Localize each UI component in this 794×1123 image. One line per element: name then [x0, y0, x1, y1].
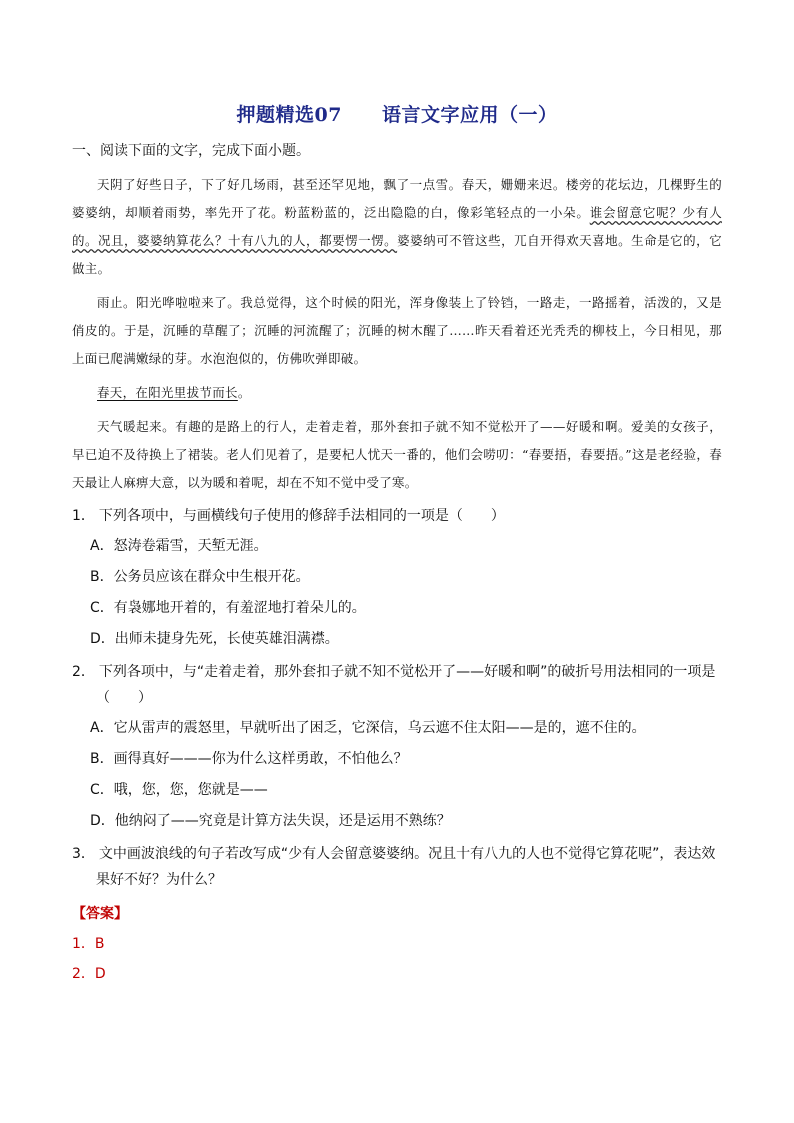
title-right: 语言文字应用（一） [381, 104, 558, 126]
wavy-underlined-sentence: 谁会留意它呢？少有人的。况且，婆婆纳算花么？十有八九的人，都要愣一愣。 [72, 205, 722, 248]
question-2-option-d: D．他纳闷了——究竟是计算方法失误，还是运用不熟练？ [90, 813, 451, 829]
question-text: 文中画波浪线的句子若改写成“少有人会留意婆婆纳。况且十有八九的人也不觉得它算花呢”，表达效 [98, 846, 716, 862]
passage-text: 。 [237, 385, 251, 400]
underlined-sentence: 春天，在阳光里拔节而长 [97, 385, 238, 400]
question-2-option-b: B．画得真好———你为什么这样勇敢，不怕他么？ [90, 751, 408, 767]
title-left: 押题精选07 [236, 104, 342, 126]
question-text: 下列各项中，与“走着走着，那外套扣子就不知不觉松开了——好暖和啊”的破折号用法相同的一项是 [98, 664, 716, 680]
question-1: 1． 下列各项中，与画横线句子使用的修辞手法相同的一项是（ ） [72, 508, 505, 524]
passage-text: 婆婆纳可不管这些，兀自开得欢天喜地。生命是它的，它做主。 [72, 233, 722, 276]
question-1-option-c: C．有袅娜地开着的，有羞涩地打着朵儿的。 [90, 600, 366, 616]
question-text-continued: 果好不好？为什么？ [96, 872, 222, 888]
passage-paragraph-1 [72, 171, 722, 283]
reading-passage [72, 171, 722, 497]
question-2: 2． 下列各项中，与“走着走着，那外套扣子就不知不觉松开了——好暖和啊”的破折号用法相同的一项是 （ ） [72, 659, 722, 711]
section-heading: 一、阅读下面的文字，完成下面小题。 [72, 143, 310, 159]
question-3: 3． 文中画波浪线的句子若改写成“少有人会留意婆婆纳。况且十有八九的人也不觉得它算花呢”，表达效 果好不好？为什么？ [72, 841, 722, 893]
passage-paragraph-4: 天气暖起来。有趣的是路上的行人，走着走着，那外套扣子就不知不觉松开了——好暖和啊。爱美的女孩子，早已迫不及待换上了裙装。老人们见着了，是要杞人忧天一番的，他们会唠叨：“春要捂，春要捂。”这是老经验，春天最让人麻痹大意，以为暖和着呢，却在不知不觉中受了寒。 [72, 419, 722, 490]
question-2-option-a: A．它从雷声的震怒里，早就听出了困乏，它深信，乌云遮不住太阳——是的，遮不住的。 [90, 720, 646, 736]
passage-paragraph-3 [72, 379, 722, 407]
question-text: 下列各项中，与画横线句子使用的修辞手法相同的一项是（ ） [98, 508, 505, 524]
answer-item-1: 1．B [72, 936, 105, 952]
answer-item-2: 2．D [72, 966, 106, 982]
question-1-option-b: B．公务员应该在群众中生根开花。 [90, 569, 310, 585]
answer-label: 【答案】 [72, 906, 128, 922]
question-text-continued: （ ） [96, 690, 152, 706]
passage-paragraph-2: 雨止。阳光哗啦啦来了。我总觉得，这个时候的阳光，浑身像装上了铃铛，一路走，一路摇着，活泼的，又是俏皮的。于是，沉睡的草醒了；沉睡的河流醒了；沉睡的树木醒了……昨天看着还光秃秃的柳枝上，今日相见，那上面已爬满嫩绿的芽。水泡泡似的，仿佛吹弹即破。 [72, 295, 722, 366]
page-title [72, 100, 722, 127]
passage-text: 天阴了好些日子，下了好几场雨，甚至还罕见地，飘了一点雪。春天，姗姗来迟。楼旁的花坛边，几棵野生的婆婆纳，却顺着雨势，率先开了花。粉蓝粉蓝的，泛出隐隐的白，像彩笔轻点的一小朵。 [72, 177, 722, 220]
question-1-option-a: A．怒涛卷霜雪，天堑无涯。 [90, 538, 268, 554]
question-1-option-d: D．出师未捷身先死，长使英雄泪满襟。 [90, 631, 339, 647]
question-2-option-c: C．哦，您，您，您就是—— [90, 782, 268, 798]
